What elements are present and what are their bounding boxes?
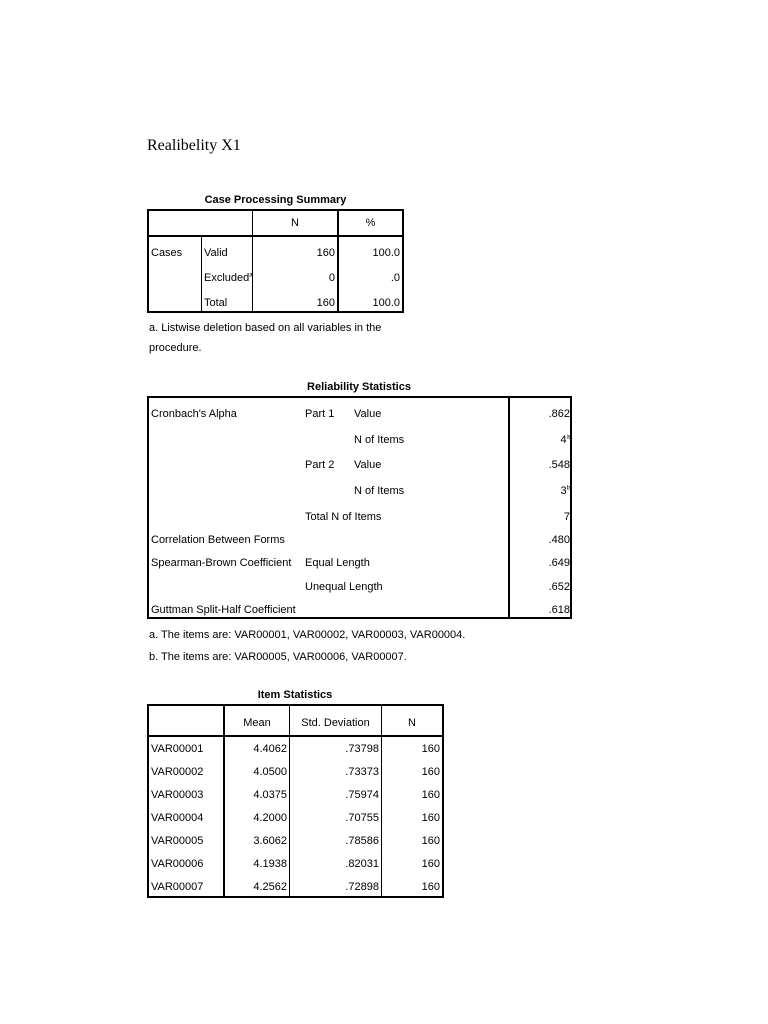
row-n: 160 [421, 743, 440, 755]
row-variable: VAR00003 [151, 789, 204, 801]
case-footnote-line1: a. Listwise deletion based on all variables in the [149, 322, 382, 334]
guttman-value: .618 [548, 604, 570, 616]
row-std-deviation: .70755 [345, 812, 379, 824]
page-heading: Realibelity X1 [147, 137, 241, 154]
case-footnote-line2: procedure. [149, 342, 202, 354]
item-stats-title: Item Statistics [257, 689, 333, 701]
row-variable: VAR00007 [151, 881, 204, 893]
total-items-label: Total N of Items [305, 511, 382, 523]
row-total-label: Total [204, 297, 228, 309]
reliability-table [147, 396, 572, 619]
part1-value-label: Value [354, 408, 382, 420]
row-n: 160 [421, 766, 440, 778]
reliability-title: Reliability Statistics [307, 381, 411, 393]
row-valid-label: Valid [204, 247, 228, 259]
row-variable: VAR00001 [151, 743, 204, 755]
row-valid-n: 160 [316, 247, 335, 259]
unequal-length-label: Unequal Length [305, 581, 383, 593]
part1-items-label: N of Items [354, 434, 405, 446]
col-n-header: N [291, 217, 299, 229]
part2-value: .548 [548, 459, 570, 471]
row-mean: 4.4062 [253, 743, 287, 755]
case-processing-title: Case Processing Summary [204, 194, 347, 206]
row-excluded-n: 0 [328, 272, 335, 284]
row-mean: 4.2562 [253, 881, 287, 893]
part2-label: Part 2 [305, 459, 335, 471]
part2-items-label: N of Items [354, 485, 405, 497]
row-std-deviation: .73798 [345, 743, 379, 755]
part1-items: 4$^a$ [560, 434, 570, 446]
row-mean: 4.1938 [253, 858, 287, 870]
row-total-n: 160 [316, 297, 335, 309]
cases-label: Cases [151, 247, 183, 259]
row-variable: VAR00002 [151, 766, 204, 778]
row-excluded-pct: .0 [390, 272, 400, 284]
col-n-header: N [408, 717, 416, 729]
reliability-footnote-b: b. The items are: VAR00005, VAR00006, VAR00007. [149, 651, 407, 663]
row-n: 160 [421, 812, 440, 824]
row-n: 160 [421, 789, 440, 801]
total-items-value: 7 [563, 511, 570, 523]
row-n: 160 [421, 881, 440, 893]
row-std-deviation: .78586 [345, 835, 379, 847]
equal-length-value: .649 [548, 557, 570, 569]
item-stats-table [147, 704, 444, 898]
unequal-length-value: .652 [548, 581, 570, 593]
col-sd-header: Std. Deviation [301, 717, 370, 729]
row-mean: 4.0500 [253, 766, 287, 778]
row-mean: 4.0375 [253, 789, 287, 801]
part2-items: 3$^b$ [560, 485, 570, 497]
row-n: 160 [421, 858, 440, 870]
row-total-pct: 100.0 [372, 297, 400, 309]
spearman-brown-label: Spearman-Brown Coefficient [151, 557, 292, 569]
row-std-deviation: .72898 [345, 881, 379, 893]
row-excluded-label: Excluded$^a$ [204, 272, 253, 284]
part1-value: .862 [548, 408, 570, 420]
row-variable: VAR00004 [151, 812, 204, 824]
row-mean: 4.2000 [253, 812, 287, 824]
row-variable: VAR00005 [151, 835, 204, 847]
correlation-value: .480 [548, 534, 570, 546]
row-valid-pct: 100.0 [372, 247, 400, 259]
equal-length-label: Equal Length [305, 557, 370, 569]
correlation-label: Correlation Between Forms [151, 534, 285, 546]
col-pct-header: % [365, 217, 376, 229]
row-n: 160 [421, 835, 440, 847]
row-std-deviation: .82031 [345, 858, 379, 870]
row-variable: VAR00006 [151, 858, 204, 870]
row-std-deviation: .75974 [345, 789, 379, 801]
row-std-deviation: .73373 [345, 766, 379, 778]
alpha-label: Cronbach's Alpha [151, 408, 237, 420]
row-mean: 3.6062 [253, 835, 287, 847]
guttman-label: Guttman Split-Half Coefficient [151, 604, 296, 616]
col-mean-header: Mean [243, 717, 271, 729]
part2-value-label: Value [354, 459, 382, 471]
reliability-footnote-a: a. The items are: VAR00001, VAR00002, VAR00003, VAR00004. [149, 629, 466, 641]
part1-label: Part 1 [305, 408, 335, 420]
case-processing-table [147, 209, 404, 313]
